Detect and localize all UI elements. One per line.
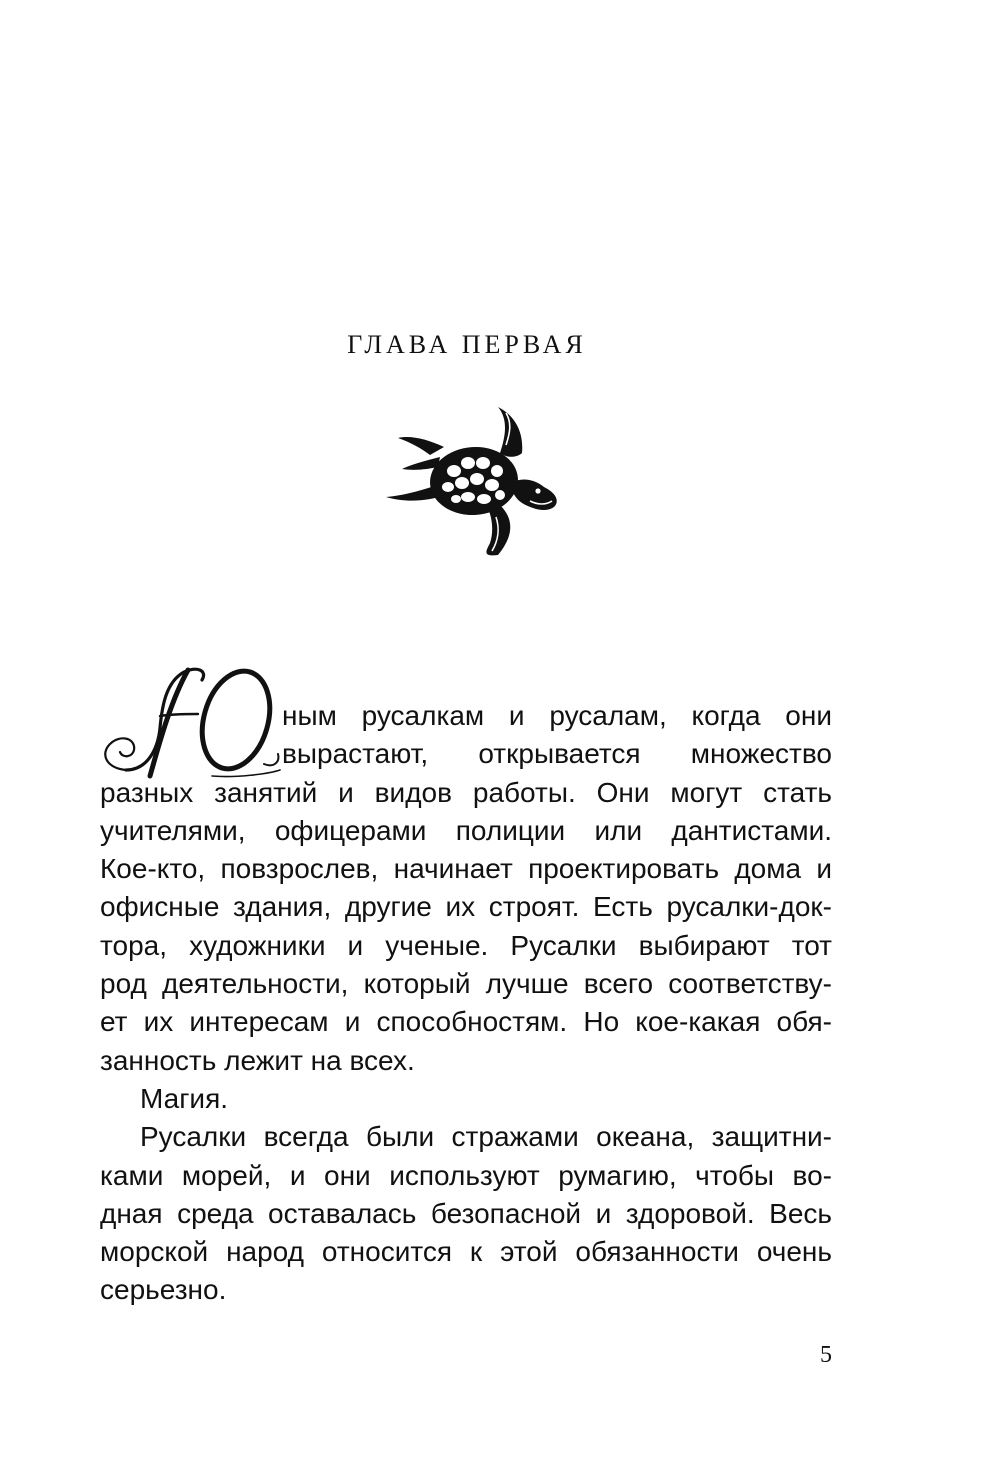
drop-cap-letter: Ю [96, 658, 98, 659]
text-line: Кое-кто, повзрослев, начинает проектировать дома и [100, 853, 832, 885]
text-line: разных занятий и видов работы. Они могут стать [100, 776, 832, 808]
text-line: занность лежит на всех. [100, 1044, 415, 1076]
text-line: офисные здания, другие их строят. Есть русалки-док- [100, 891, 832, 923]
text-line: Русалки всегда были стражами океана, защитни- [140, 1121, 832, 1153]
text-line: учителями, офицерами полиции или дантистами. [100, 814, 832, 846]
text-line: ным русалкам и русалам, когда они [282, 700, 832, 731]
text-line: Магия. [140, 1082, 229, 1114]
body-text [100, 697, 832, 1310]
text-line: ет их интересам и способностям. Но кое-какая обя- [100, 1006, 832, 1038]
page-number: 5 [820, 1342, 832, 1368]
text-line: серьезно. [100, 1274, 227, 1306]
sea-turtle-icon [382, 405, 564, 560]
text-line: род деятельности, который лучше всего соответству- [100, 968, 832, 1000]
text-line: тора, художники и ученые. Русалки выбирают тот [100, 929, 832, 961]
chapter-title: ГЛАВА ПЕРВАЯ [347, 330, 587, 359]
text-line: морской народ относится к этой обязанности очень [100, 1236, 832, 1268]
text-line: ками морей, и они используют румагию, чтобы во- [100, 1159, 832, 1191]
text-line: дная среда оставалась безопасной и здоровой. Весь [100, 1197, 832, 1229]
text-line: вырастают, открывается множество [282, 738, 832, 770]
